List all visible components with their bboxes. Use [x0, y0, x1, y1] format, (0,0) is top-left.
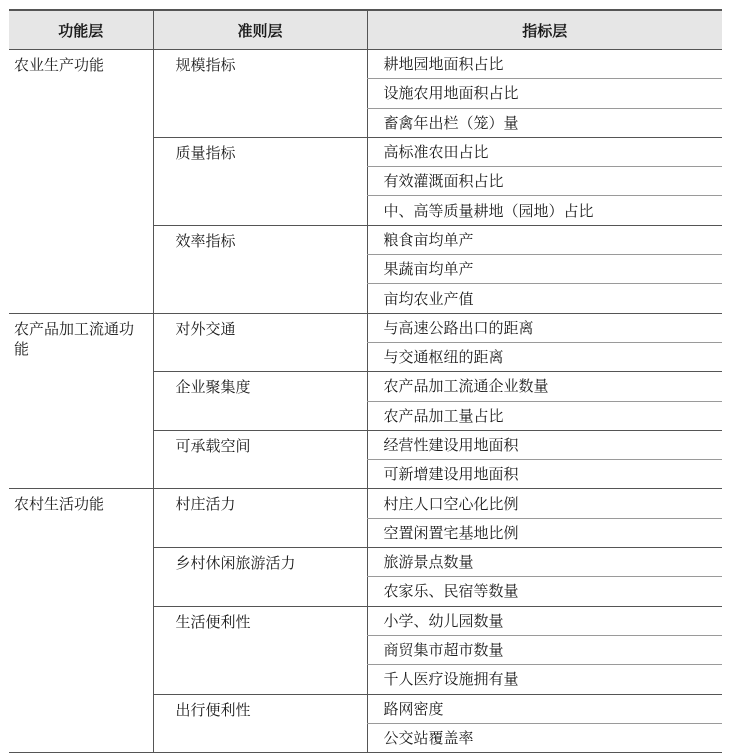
header-criteria-layer: 准则层	[153, 10, 367, 50]
indicator-cell: 公交站覆盖率	[367, 723, 722, 752]
indicator-cell: 空置闲置宅基地比例	[367, 518, 722, 547]
criteria-layer-cell: 对外交通	[153, 313, 367, 372]
indicator-cell: 可新增建设用地面积	[367, 460, 722, 489]
indicator-cell: 路网密度	[367, 694, 722, 723]
indicator-cell: 亩均农业产值	[367, 284, 722, 313]
criteria-layer-cell: 可承载空间	[153, 430, 367, 489]
indicator-table	[9, 9, 722, 753]
indicator-cell: 与交通枢纽的距离	[367, 342, 722, 371]
criteria-layer-cell: 乡村休闲旅游活力	[153, 548, 367, 607]
function-layer-cell: 农村生活功能	[9, 489, 153, 753]
indicator-cell: 果蔬亩均单产	[367, 255, 722, 284]
indicator-cell: 小学、幼儿园数量	[367, 606, 722, 635]
criteria-layer-cell: 企业聚集度	[153, 372, 367, 431]
criteria-layer-cell: 规模指标	[153, 50, 367, 138]
indicator-cell: 村庄人口空心化比例	[367, 489, 722, 518]
indicator-cell: 农产品加工量占比	[367, 401, 722, 430]
indicator-cell: 旅游景点数量	[367, 548, 722, 577]
indicator-cell: 商贸集市超市数量	[367, 635, 722, 664]
table-body	[9, 50, 722, 753]
criteria-layer-cell: 质量指标	[153, 137, 367, 225]
indicator-cell: 高标准农田占比	[367, 137, 722, 166]
header-row	[9, 10, 722, 50]
function-layer-cell: 农业生产功能	[9, 50, 153, 314]
header-function-layer: 功能层	[9, 10, 153, 50]
table-row	[9, 50, 722, 79]
indicator-cell: 与高速公路出口的距离	[367, 313, 722, 342]
table-row	[9, 489, 722, 518]
indicator-cell: 耕地园地面积占比	[367, 50, 722, 79]
indicator-cell: 千人医疗设施拥有量	[367, 665, 722, 694]
indicator-cell: 经营性建设用地面积	[367, 430, 722, 459]
indicator-cell: 设施农用地面积占比	[367, 79, 722, 108]
indicator-cell: 农家乐、民宿等数量	[367, 577, 722, 606]
criteria-layer-cell: 出行便利性	[153, 694, 367, 753]
indicator-cell: 农产品加工流通企业数量	[367, 372, 722, 401]
indicator-cell: 有效灌溉面积占比	[367, 167, 722, 196]
indicator-cell: 畜禽年出栏（笼）量	[367, 108, 722, 137]
indicator-cell: 粮食亩均单产	[367, 225, 722, 254]
table-row	[9, 313, 722, 342]
criteria-layer-cell: 村庄活力	[153, 489, 367, 548]
function-layer-cell: 农产品加工流通功能	[9, 313, 153, 489]
criteria-layer-cell: 生活便利性	[153, 606, 367, 694]
header-indicator-layer: 指标层	[367, 10, 722, 50]
indicator-cell: 中、高等质量耕地（园地）占比	[367, 196, 722, 225]
criteria-layer-cell: 效率指标	[153, 225, 367, 313]
